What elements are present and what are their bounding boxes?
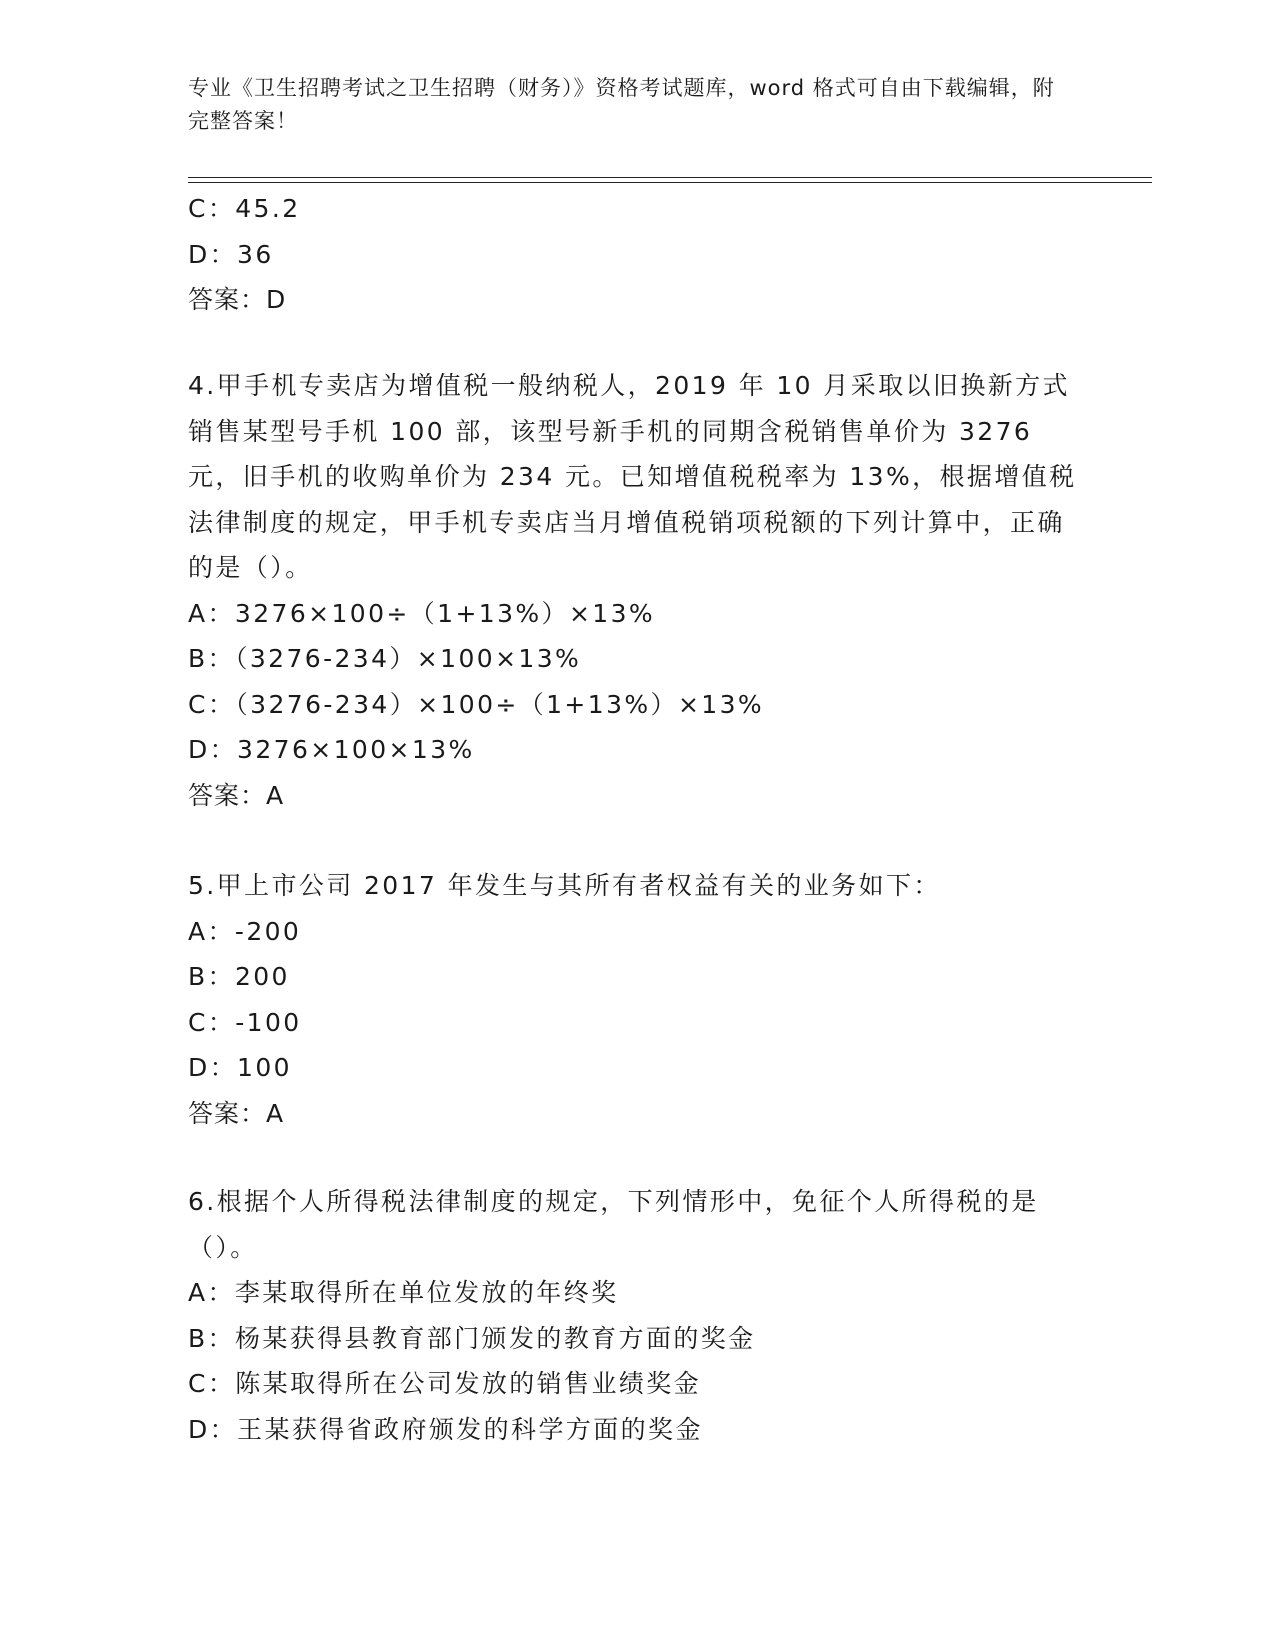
option-b: B：杨某获得县教育部门颁发的教育方面的奖金: [188, 1323, 756, 1353]
option-d: D：王某获得省政府颁发的科学方面的奖金: [188, 1414, 703, 1444]
option-a: A：3276×100÷（1+13%）×13%: [188, 598, 656, 628]
header-divider-top: [188, 177, 1152, 178]
option-c: C：-100: [188, 1007, 302, 1037]
question-6: [188, 1179, 1088, 1452]
option-c: C：45.2: [188, 194, 301, 223]
option-a: A：李某取得所在单位发放的年终奖: [188, 1278, 619, 1307]
question-4: [188, 363, 1088, 818]
answer-label: 答案：A: [188, 780, 285, 810]
option-b: B：（3276-234）×100×13%: [188, 644, 582, 673]
question-stem: 5.甲上市公司 2017 年发生与其所有者权益有关的业务如下：: [188, 871, 941, 900]
header-divider-bottom: [188, 182, 1152, 183]
option-b: B：200: [188, 962, 290, 991]
question-5: [188, 863, 1088, 1136]
option-a: A：-200: [188, 916, 302, 946]
question-stem: 4.甲手机专卖店为增值税一般纳税人，2019 年 10 月采取以旧换新方式销售某型号手机 100 部，该型号新手机的同期含税销售单价为 3276 元，旧手机的收购单价为 234 元。已知增值税税率为 13%，根据增值税法律制度的规定，甲手机专卖店当月增值税销项税额的下列计算中，正确的是（）。: [188, 371, 1077, 582]
answer-label: 答案：D: [188, 285, 287, 314]
option-d: D：36: [188, 239, 274, 269]
option-c: C：陈某取得所在公司发放的销售业绩奖金: [188, 1369, 702, 1398]
question-3-tail: [188, 186, 1088, 323]
answer-label: 答案：A: [188, 1098, 285, 1128]
option-d: D：3276×100×13%: [188, 735, 475, 764]
document-header: 专业《卫生招聘考试之卫生招聘（财务）》资格考试题库，word 格式可自由下载编辑，附完整答案！: [188, 76, 1055, 133]
question-stem: 6.根据个人所得税法律制度的规定，下列情形中，免征个人所得税的是（）。: [188, 1187, 1039, 1262]
option-c: C：（3276-234）×100÷（1+13%）×13%: [188, 689, 765, 719]
option-d: D：100: [188, 1053, 292, 1082]
